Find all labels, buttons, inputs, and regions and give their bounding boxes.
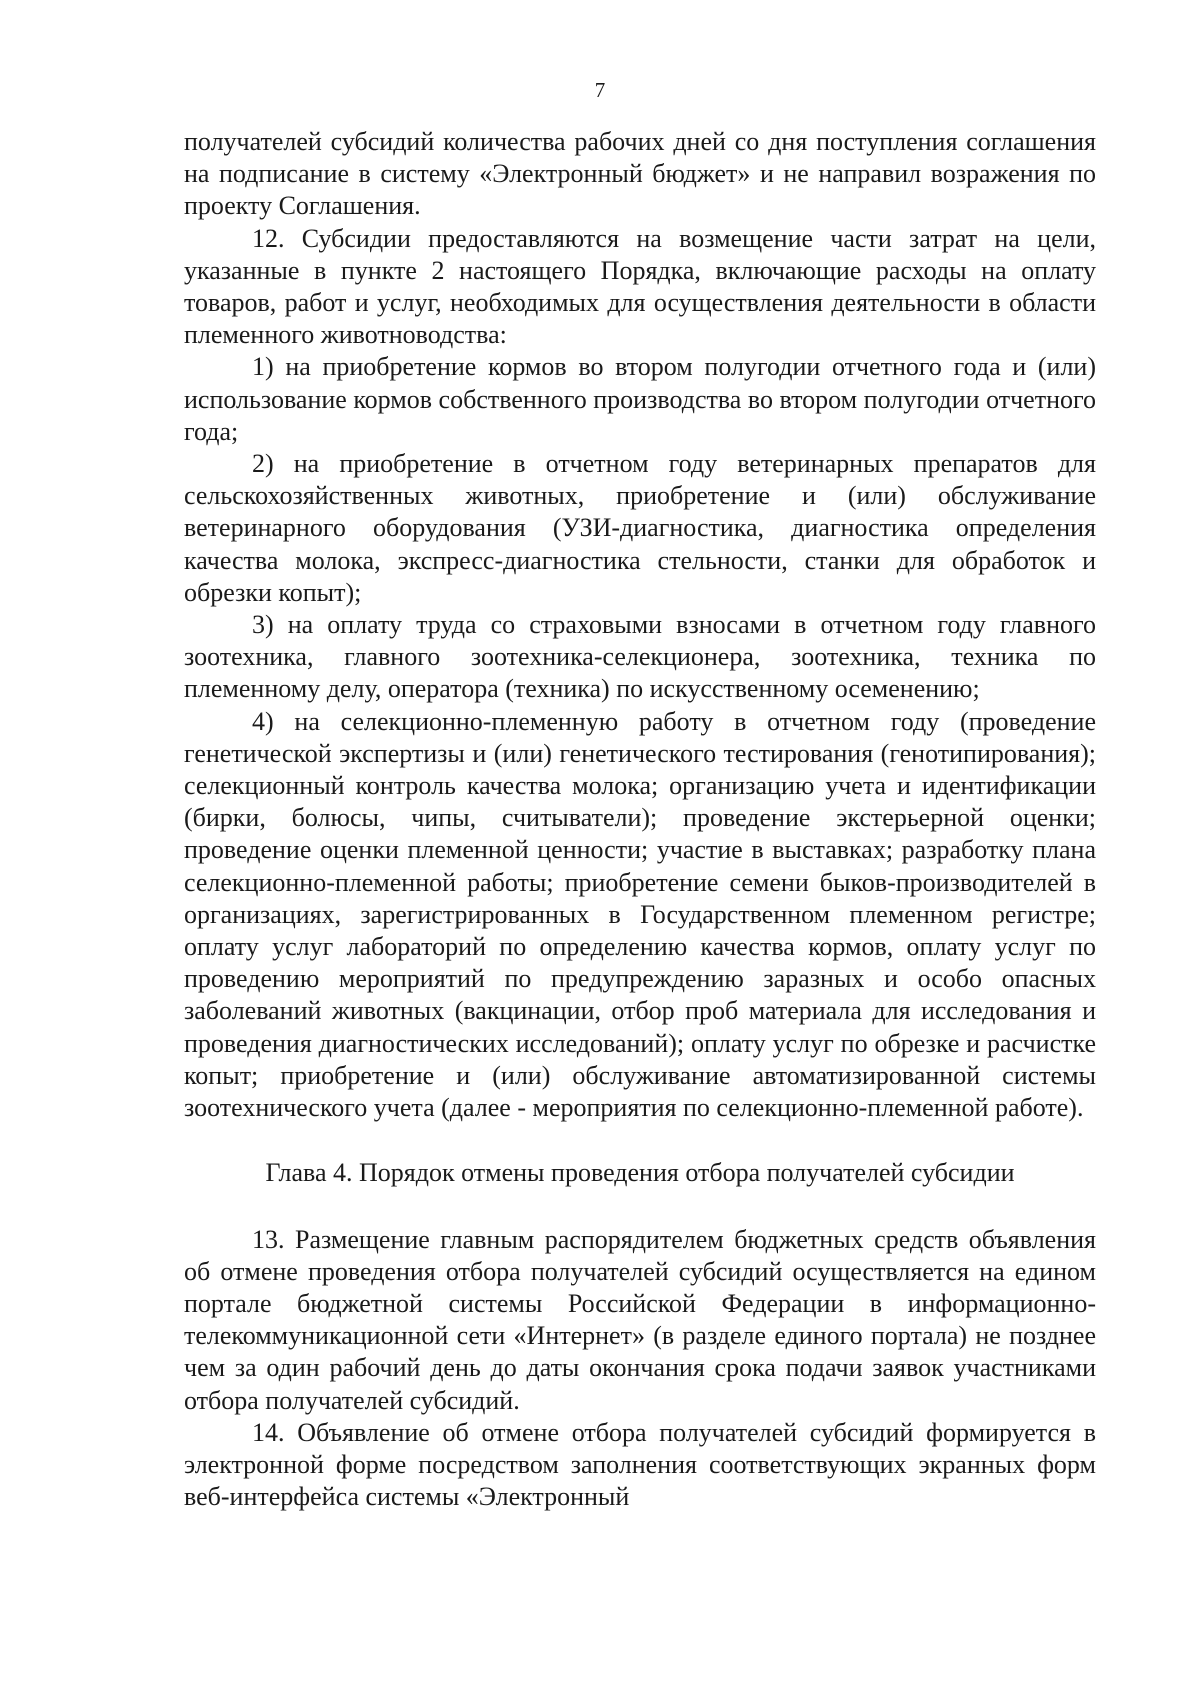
- chapter-heading: Глава 4. Порядок отмены проведения отбора получателей субсидии: [265, 1158, 1015, 1188]
- document-body: [184, 126, 1096, 1513]
- spacer: [184, 1190, 1096, 1224]
- paragraph: 2) на приобретение в отчетном году ветеринарных препаратов для сельскохозяйственных животных, приобретение и (или) обслуживание ветеринарного оборудования (УЗИ-диагностика, диагностика определения качества молока, экспресс-диагностика стельности, станки для обработок и обрезки копыт);: [184, 449, 1096, 607]
- section-after-heading: [184, 1224, 1096, 1514]
- paragraph: 3) на оплату труда со страховыми взносами в отчетном году главного зоотехника, главного зоотехника-селекционера, зоотехника, техника по племенному делу, оператора (техника) по искусственному осеменению;: [184, 610, 1096, 704]
- page-number: 7: [594, 78, 606, 102]
- paragraph: 12. Субсидии предоставляются на возмещение части затрат на цели, указанные в пункте 2 настоящего Порядка, включающие расходы на оплату товаров, работ и услуг, необходимых для осуществления деятельности в области племенного животноводства:: [184, 223, 1096, 350]
- paragraph: получателей субсидий количества рабочих дней со дня поступления соглашения на подписание в систему «Электронный бюджет» и не направил возражения по проекту Соглашения.: [184, 127, 1096, 221]
- paragraph: 13. Размещение главным распорядителем бюджетных средств объявления об отмене проведения отбора получателей субсидий осуществляется на едином портале бюджетной системы Российской Федерации в информационно-телекоммуникационной сети «Интернет» (в разделе единого портала) не позднее чем за один рабочий день до даты окончания срока подачи заявок участниками отбора получателей субсидий.: [184, 1224, 1096, 1415]
- paragraph: 1) на приобретение кормов во втором полугодии отчетного года и (или) использование кормов собственного производства во втором полугодии отчетного года;: [184, 352, 1096, 446]
- paragraph: 4) на селекционно-племенную работу в отчетном году (проведение генетической экспертизы и (или) генетического тестирования (генотипирования); селекционный контроль качества молока; организацию учета и идентификации (бирки, болюсы, чипы, считыватели); проведение экстерьерной оценки; проведение оценки племенной ценности; участие в выставках; разработку плана селекционно-племенной работы; приобретение семени быков-производителей в организациях, зарегистрированных в Государственном племенном регистре; оплату услуг лабораторий по определению качества кормов, оплату услуг по проведению мероприятий по предупреждению заразных и особо опасных заболеваний животных (вакцинации, отбор проб материала для исследования и проведения диагностических исследований); оплату услуг по обрезке и расчистке копыт; приобретение и (или) обслуживание автоматизированной системы зоотехнического учета (далее - мероприятия по селекционно-племенной работе).: [184, 706, 1096, 1123]
- section-before-heading: [184, 126, 1096, 1124]
- spacer: [184, 1124, 1096, 1157]
- paragraph: 14. Объявление об отмене отбора получателей субсидий формируется в электронной форме посредством заполнения соответствующих экранных форм веб-интерфейса системы «Электронный: [184, 1417, 1096, 1512]
